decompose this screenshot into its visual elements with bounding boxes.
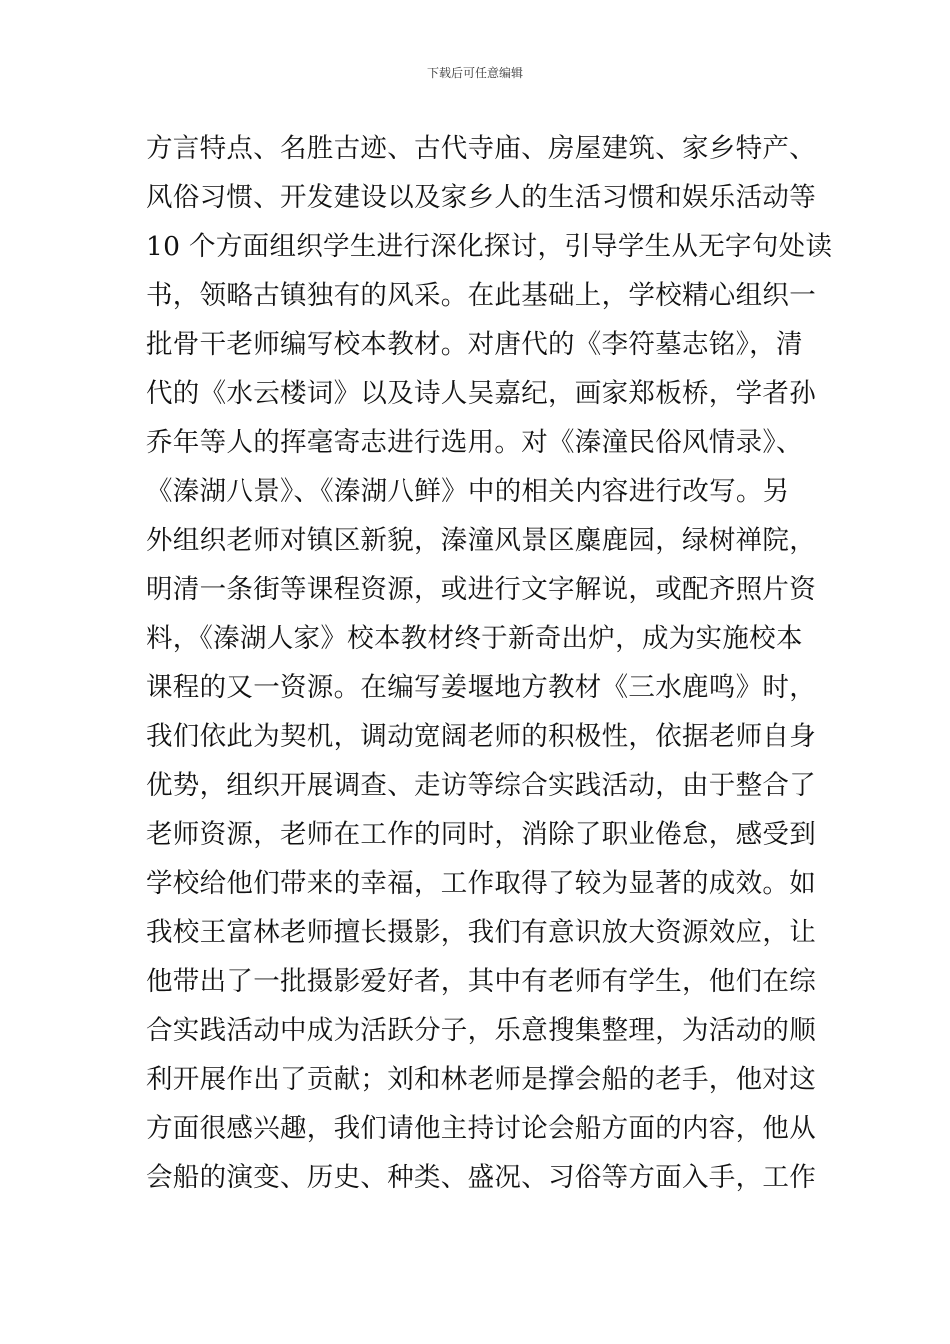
text-line: 老师资源，老师在工作的同时，消除了职业倦怠，感受到	[146, 819, 816, 850]
text-line: 利开展作出了贡献；刘和林老师是撑会船的老手，他对这	[146, 1064, 816, 1095]
text-line: 外组织老师对镇区新貌，溱潼风景区麋鹿园，绿树禅院，	[146, 525, 816, 556]
text-line: 方言特点、名胜古迹、古代寺庙、房屋建筑、家乡特产、	[146, 133, 816, 164]
text-line: 我们依此为契机，调动宽阔老师的积极性，依据老师自身	[146, 721, 816, 752]
text-line: 方面很感兴趣，我们请他主持讨论会船方面的内容，他从	[146, 1113, 816, 1144]
page-header: 下载后可任意编辑	[426, 66, 523, 80]
text-line: 料，《溱湖人家》校本教材终于新奇出炉，成为实施校本	[146, 623, 803, 654]
text-line: 学校给他们带来的幸福，工作取得了较为显著的成效。如	[146, 868, 816, 899]
text-line: 风俗习惯、开发建设以及家乡人的生活习惯和娱乐活动等	[146, 182, 816, 213]
text-line: 他带出了一批摄影爱好者，其中有老师有学生，他们在综	[146, 966, 816, 997]
text-line: 优势，组织开展调查、走访等综合实践活动，由于整合了	[146, 770, 816, 801]
text-line: 乔年等人的挥毫寄志进行选用。对《溱潼民俗风情录》、	[146, 427, 803, 458]
text-line: 书，领略古镇独有的风采。在此基础上，学校精心组织一	[146, 280, 816, 311]
text-line: 合实践活动中成为活跃分子，乐意搜集整理，为活动的顺	[146, 1015, 816, 1046]
text-line: 《溱湖八景》、《溱湖八鲜》中的相关内容进行改写。另	[146, 476, 790, 507]
text-line: 代的《水云楼词》以及诗人吴嘉纪，画家郑板桥，学者孙	[146, 378, 816, 409]
text-line: 明清一条街等课程资源，或进行文字解说，或配齐照片资	[146, 574, 816, 605]
text-line: 会船的演变、历史、种类、盛况、习俗等方面入手，工作	[146, 1162, 816, 1193]
text-line: 10 个方面组织学生进行深化探讨，引导学生从无字句处读	[146, 231, 833, 262]
text-line: 课程的又一资源。在编写姜堰地方教材《三水鹿鸣》时，	[146, 672, 816, 703]
body-text	[146, 124, 833, 1202]
text-line: 批骨干老师编写校本教材。对唐代的《李符墓志铭》，清	[146, 329, 803, 360]
text-line: 我校王富林老师擅长摄影，我们有意识放大资源效应，让	[146, 917, 816, 948]
